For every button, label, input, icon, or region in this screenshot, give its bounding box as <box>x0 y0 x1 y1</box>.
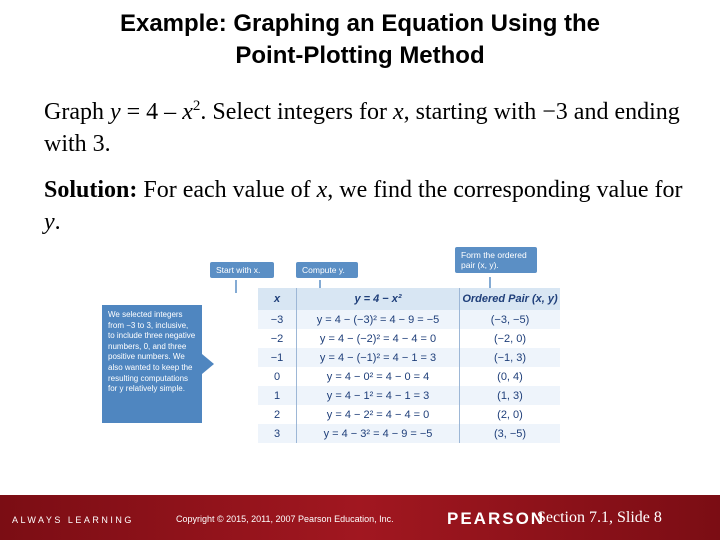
table-row: −2 y = 4 − (−2)² = 4 − 4 = 0 (−2, 0) <box>258 329 560 348</box>
table-row: −1 y = 4 − (−1)² = 4 − 1 = 3 (−1, 3) <box>258 348 560 367</box>
header-ordered-pair: Ordered Pair (x, y) <box>460 288 561 310</box>
table-row: 1 y = 4 − 1² = 4 − 1 = 3 (1, 3) <box>258 386 560 405</box>
title-line-1: Example: Graphing an Equation Using the <box>119 10 601 37</box>
table-row: 0 y = 4 − 0² = 4 − 0 = 4 (0, 4) <box>258 367 560 386</box>
header-equation: y = 4 − x² <box>297 288 460 310</box>
footer-bar <box>0 495 720 540</box>
title-line-2: Point-Plotting Method <box>235 42 485 69</box>
callout-compute-y: Compute y. <box>296 262 358 278</box>
pearson-logo: PEARSON <box>447 509 546 528</box>
table-header-row <box>258 288 560 310</box>
solution-statement: Solution: For each value of x, we find the corresponding value for y. <box>44 177 683 235</box>
values-table <box>258 288 560 443</box>
side-note-arrow <box>202 354 214 374</box>
header-x: x <box>258 288 297 310</box>
table-row: 3 y = 4 − 3² = 4 − 9 = −5 (3, −5) <box>258 424 560 443</box>
copyright-text: Copyright © 2015, 2011, 2007 Pearson Education, Inc. <box>176 514 394 524</box>
side-note: We selected integers from −3 to 3, inclusive, to include three negative numbers, 0, and three positive numbers. We also wanted to keep the resulting computations for y relatively simple. <box>102 305 202 423</box>
always-learning-label: ALWAYS LEARNING <box>12 515 134 525</box>
table-row: 2 y = 4 − 2² = 4 − 4 = 0 (2, 0) <box>258 405 560 424</box>
table-row: −3 y = 4 − (−3)² = 4 − 9 = −5 (−3, −5) <box>258 310 560 329</box>
callout-start-with-x: Start with x. <box>210 262 274 278</box>
problem-statement: Graph $y = 4 - x^2$. Select integers for x, starting with −3 and ending with 3. <box>44 98 680 157</box>
slide-number: Section 7.1, Slide 8 <box>537 509 662 526</box>
callout-form-ordered-pair: Form the ordered pair (x, y). <box>455 247 537 273</box>
